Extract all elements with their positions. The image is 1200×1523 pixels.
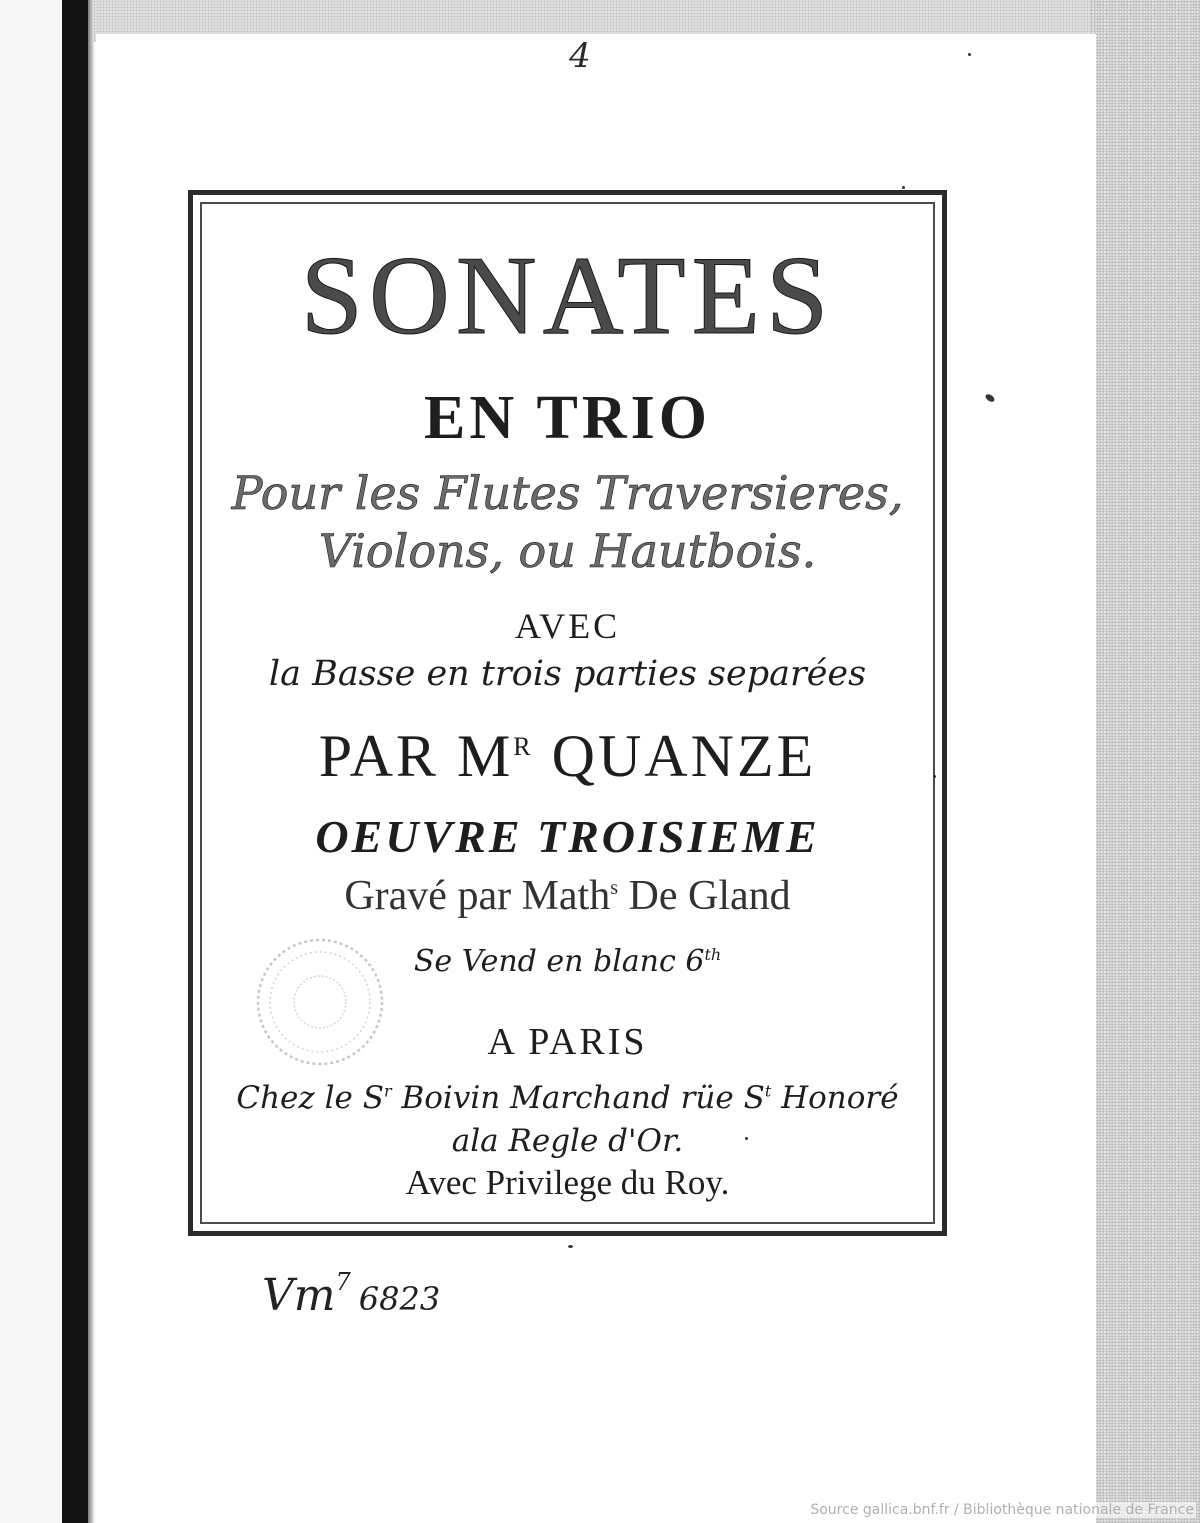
publisher-sup-a: r — [383, 1081, 392, 1101]
publisher-line-2: ala Regle d'Or. — [451, 1123, 684, 1159]
folio-number: 4 — [569, 36, 591, 76]
composer-title-sup: R — [513, 732, 534, 761]
engraver-prefix: Gravé par Math — [344, 873, 611, 919]
price-sup: th — [704, 945, 722, 964]
subtitle: EN TRIO — [424, 384, 711, 452]
privilege-line: Avec Privilege du Roy. — [405, 1163, 730, 1202]
shelfmark-prefix: Vm — [262, 1270, 336, 1321]
library-stamp-icon — [250, 932, 390, 1072]
composer-line — [200, 722, 935, 791]
ink-speck — [568, 1245, 573, 1248]
ink-speck — [902, 186, 905, 189]
composer-prefix: PAR M — [318, 723, 514, 789]
basse-line: la Basse en trois parties separées — [268, 654, 867, 694]
shelfmark — [262, 1270, 440, 1321]
scan-right-margin — [1090, 0, 1200, 1523]
main-title: SONATES — [300, 234, 835, 358]
engraver-sup: s — [610, 877, 619, 899]
engraver-line — [200, 872, 935, 920]
avec-word: AVEC — [514, 606, 621, 646]
ink-speck — [933, 775, 936, 778]
ink-speck — [968, 53, 971, 56]
engraver-name: De Gland — [628, 873, 791, 919]
instruments-line-2: Violons, ou Hautbois. — [318, 524, 817, 578]
source-credit: Source gallica.bnf.fr / Bibliothèque nationale de France — [810, 1502, 1194, 1518]
spine-shadow — [88, 0, 94, 1523]
publisher-part-c: Honoré — [781, 1080, 899, 1116]
shelfmark-sup: 7 — [335, 1268, 351, 1296]
publisher-part-b: Boivin Marchand rüe S — [401, 1080, 765, 1116]
publisher-line-1 — [200, 1080, 935, 1116]
book-spine — [62, 0, 88, 1523]
price-text: Se Vend en blanc 6 — [413, 944, 705, 979]
scan-left-edge — [0, 0, 62, 1523]
publisher-sup-b: t — [764, 1081, 772, 1101]
instruments-line-1: Pour les Flutes Traversieres, — [231, 466, 904, 520]
place-line: A PARIS — [487, 1021, 648, 1063]
composer-name: QUANZE — [551, 723, 817, 789]
opus-line: OEUVRE TROISIEME — [315, 811, 820, 862]
publisher-part-a: Chez le S — [236, 1080, 384, 1116]
shelfmark-number: 6823 — [358, 1280, 441, 1318]
ink-speck — [745, 1137, 748, 1140]
